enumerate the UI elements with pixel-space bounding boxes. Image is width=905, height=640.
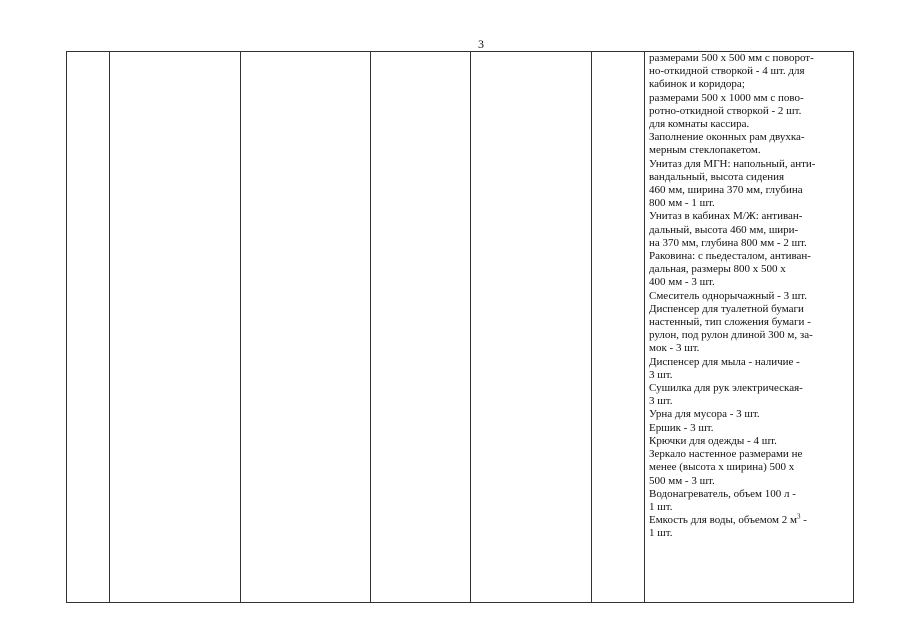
spec-line: 1 шт. bbox=[649, 527, 673, 540]
spec-line: дальная, размеры 800 х 500 х bbox=[649, 263, 786, 276]
column-divider bbox=[591, 52, 592, 602]
spec-paragraph bbox=[649, 382, 851, 408]
spec-paragraph bbox=[649, 422, 851, 435]
column-divider bbox=[240, 52, 241, 602]
spec-line: 800 мм - 1 шт. bbox=[649, 197, 715, 210]
spec-line: размерами 500 х 500 мм с поворот- bbox=[649, 52, 814, 64]
spec-paragraph bbox=[649, 92, 851, 132]
spec-line: Урна для мусора - 3 шт. bbox=[649, 408, 760, 421]
spec-line: рулон, под рулон длиной 300 м, за- bbox=[649, 329, 813, 342]
spec-paragraph bbox=[649, 356, 851, 382]
spec-paragraph bbox=[649, 435, 851, 448]
spec-paragraph bbox=[649, 131, 851, 157]
spec-line: мок - 3 шт. bbox=[649, 342, 700, 355]
spec-line: настенный, тип сложения бумаги - bbox=[649, 316, 811, 329]
spec-line: Емкость для воды, объемом 2 $м^3$ - bbox=[649, 512, 807, 527]
table-cell-specification bbox=[649, 52, 851, 541]
spec-paragraph bbox=[649, 488, 851, 514]
column-divider bbox=[370, 52, 371, 602]
spec-line: Заполнение оконных рам двухка- bbox=[649, 131, 805, 144]
spec-line: Раковина: с пьедесталом, антиван- bbox=[649, 250, 811, 263]
column-divider bbox=[644, 52, 645, 602]
page-number: 3 bbox=[478, 37, 484, 51]
spec-paragraph bbox=[649, 250, 851, 290]
spec-line: мерным стеклопакетом. bbox=[649, 144, 761, 157]
spec-line: 400 мм - 3 шт. bbox=[649, 276, 715, 289]
spec-line: вандальный, высота сидения bbox=[649, 170, 785, 183]
spec-line: 500 мм - 3 шт. bbox=[649, 474, 715, 487]
spec-paragraph bbox=[649, 514, 851, 540]
spec-paragraph bbox=[649, 290, 851, 303]
spec-paragraph bbox=[649, 210, 851, 250]
spec-line: кабинок и коридора; bbox=[649, 78, 745, 91]
spec-line: Сушилка для рук электрическая- bbox=[649, 382, 803, 395]
column-divider bbox=[109, 52, 110, 602]
spec-line: Унитаз для МГН: напольный, анти- bbox=[649, 157, 816, 170]
spec-line: менее (высота х ширина) 500 х bbox=[649, 461, 795, 474]
spec-line: но-откидной створкой - 4 шт. для bbox=[649, 65, 805, 78]
spec-line: ротно-откидной створкой - 2 шт. bbox=[649, 104, 802, 117]
spec-line: 460 мм, ширина 370 мм, глубина bbox=[649, 184, 803, 197]
spec-line: 3 шт. bbox=[649, 395, 673, 408]
spec-line: 1 шт. bbox=[649, 500, 673, 513]
spec-line: Унитаз в кабинах М/Ж: антиван- bbox=[649, 210, 803, 223]
spec-line: на 370 мм, глубина 800 мм - 2 шт. bbox=[649, 236, 807, 249]
spec-line: дальный, высота 460 мм, шири- bbox=[649, 223, 799, 236]
spec-line: Смеситель однорычажный - 3 шт. bbox=[649, 289, 808, 302]
spec-paragraph bbox=[649, 303, 851, 356]
spec-line: для комнаты кассира. bbox=[649, 118, 750, 131]
document-table bbox=[66, 51, 854, 603]
unit-superscript: 3 bbox=[796, 512, 801, 521]
spec-paragraph bbox=[649, 448, 851, 488]
spec-paragraph bbox=[649, 158, 851, 211]
spec-line: Ершик - 3 шт. bbox=[649, 421, 714, 434]
spec-line: Диспенсер для туалетной бумаги bbox=[649, 302, 804, 315]
spec-line: 3 шт. bbox=[649, 368, 673, 381]
spec-line: Водонагреватель, объем 100 л - bbox=[649, 487, 796, 500]
column-divider bbox=[470, 52, 471, 602]
spec-line: Диспенсер для мыла - наличие - bbox=[649, 355, 800, 368]
spec-paragraph bbox=[649, 52, 851, 92]
spec-line: Зеркало настенное размерами не bbox=[649, 448, 803, 461]
spec-paragraph bbox=[649, 408, 851, 421]
spec-line: Крючки для одежды - 4 шт. bbox=[649, 434, 777, 447]
spec-line: размерами 500 х 1000 мм с пово- bbox=[649, 91, 804, 104]
